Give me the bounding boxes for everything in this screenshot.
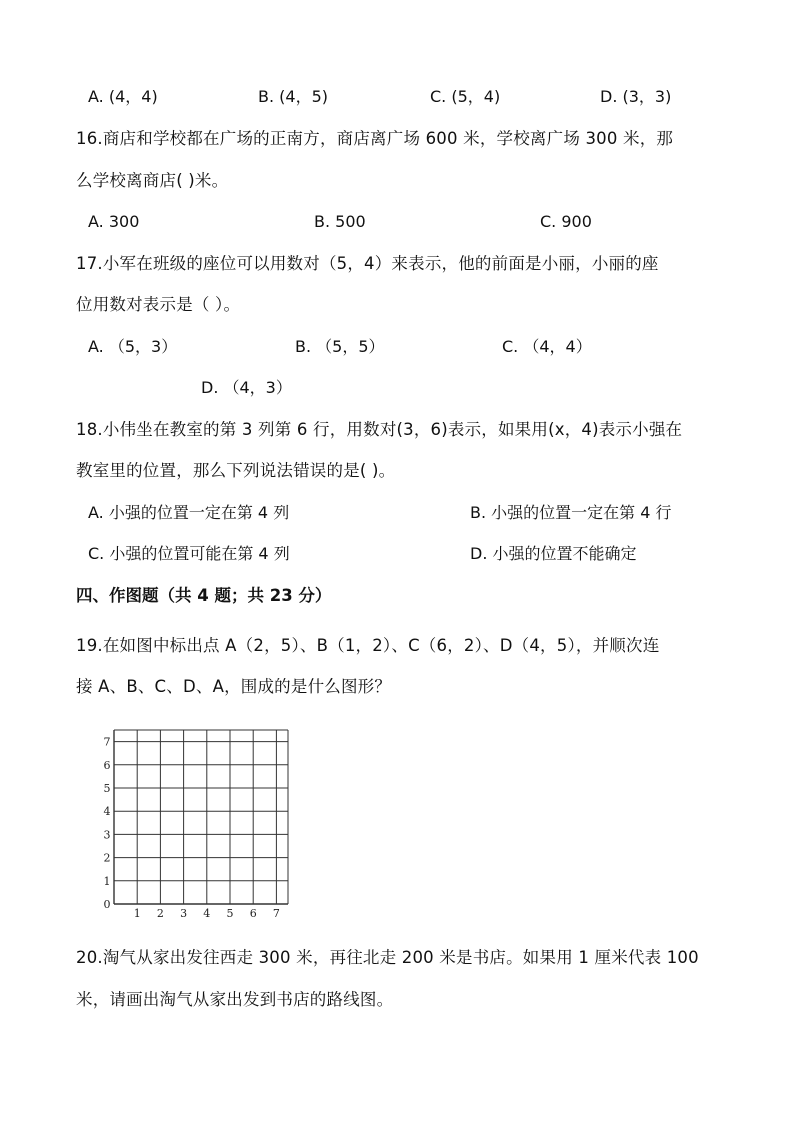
y-tick-label: 4 — [103, 805, 111, 819]
coordinate-grid[interactable] — [98, 722, 310, 922]
q15-option-b[interactable]: B. (4，5) — [258, 87, 328, 106]
q18-option-c[interactable]: C. 小强的位置可能在第 4 列 — [88, 544, 290, 563]
coordinate-grid-svg[interactable] — [98, 722, 310, 922]
q20-text-line1: 20.淘气从家出发往西走 300 米，再往北走 200 米是书店。如果用 1 厘米代表 100 — [76, 948, 699, 967]
q20-text-line2: 米，请画出淘气从家出发到书店的路线图。 — [76, 990, 394, 1009]
y-tick-label: 3 — [103, 828, 111, 842]
q18-text-line1: 18.小伟坐在教室的第 3 列第 6 行，用数对(3，6)表示，如果用(x，4)表示小强在 — [76, 420, 683, 439]
q18-text-line2: 教室里的位置，那么下列说法错误的是( )。 — [76, 461, 396, 480]
q17-option-b[interactable]: B. （5，5） — [295, 337, 385, 356]
q17-option-a[interactable]: A. （5，3） — [88, 337, 178, 356]
x-tick-label: 2 — [156, 907, 164, 920]
q19-text-line1: 19.在如图中标出点 A（2，5）、B（1，2）、C（6，2）、D（4，5），并顺次连 — [76, 636, 660, 655]
q17-option-d[interactable]: D. （4，3） — [201, 378, 292, 397]
q15-option-d[interactable]: D. (3，3) — [600, 87, 672, 106]
q17-option-c[interactable]: C. （4，4） — [502, 337, 592, 356]
y-tick-label: 1 — [103, 874, 111, 888]
q18-option-b[interactable]: B. 小强的位置一定在第 4 行 — [470, 503, 672, 522]
q18-option-d[interactable]: D. 小强的位置不能确定 — [470, 544, 637, 563]
q16-option-b[interactable]: B. 500 — [314, 212, 366, 231]
q16-option-c[interactable]: C. 900 — [540, 212, 592, 231]
q16-text-line2: 么学校离商店( )米。 — [76, 171, 229, 190]
origin-label: 0 — [103, 898, 111, 911]
y-tick-label: 7 — [103, 735, 111, 749]
x-tick-label: 6 — [249, 907, 257, 920]
q18-option-a[interactable]: A. 小强的位置一定在第 4 列 — [88, 503, 290, 522]
y-tick-label: 5 — [103, 782, 111, 795]
x-tick-label: 1 — [133, 907, 141, 920]
q16-text-line1: 16.商店和学校都在广场的正南方，商店离广场 600 米，学校离广场 300 米，那 — [76, 129, 674, 148]
q15-option-a[interactable]: A. (4，4) — [88, 87, 158, 106]
q19-text-line2: 接 A、B、C、D、A，围成的是什么图形？ — [76, 677, 392, 696]
q16-option-a[interactable]: A. 300 — [88, 212, 140, 231]
y-tick-label: 2 — [103, 851, 111, 865]
y-tick-label: 6 — [103, 758, 111, 772]
q17-text-line2: 位用数对表示是（ ）。 — [76, 295, 241, 314]
section-heading: 四、作图题（共 4 题；共 23 分） — [76, 586, 332, 605]
q15-option-c[interactable]: C. (5，4) — [430, 87, 501, 106]
q17-text-line1: 17.小军在班级的座位可以用数对（5，4）来表示，他的前面是小丽，小丽的座 — [76, 254, 659, 273]
x-tick-label: 5 — [226, 907, 234, 920]
x-tick-label: 4 — [203, 907, 211, 920]
x-tick-label: 3 — [180, 907, 188, 920]
x-tick-label: 7 — [272, 907, 280, 920]
